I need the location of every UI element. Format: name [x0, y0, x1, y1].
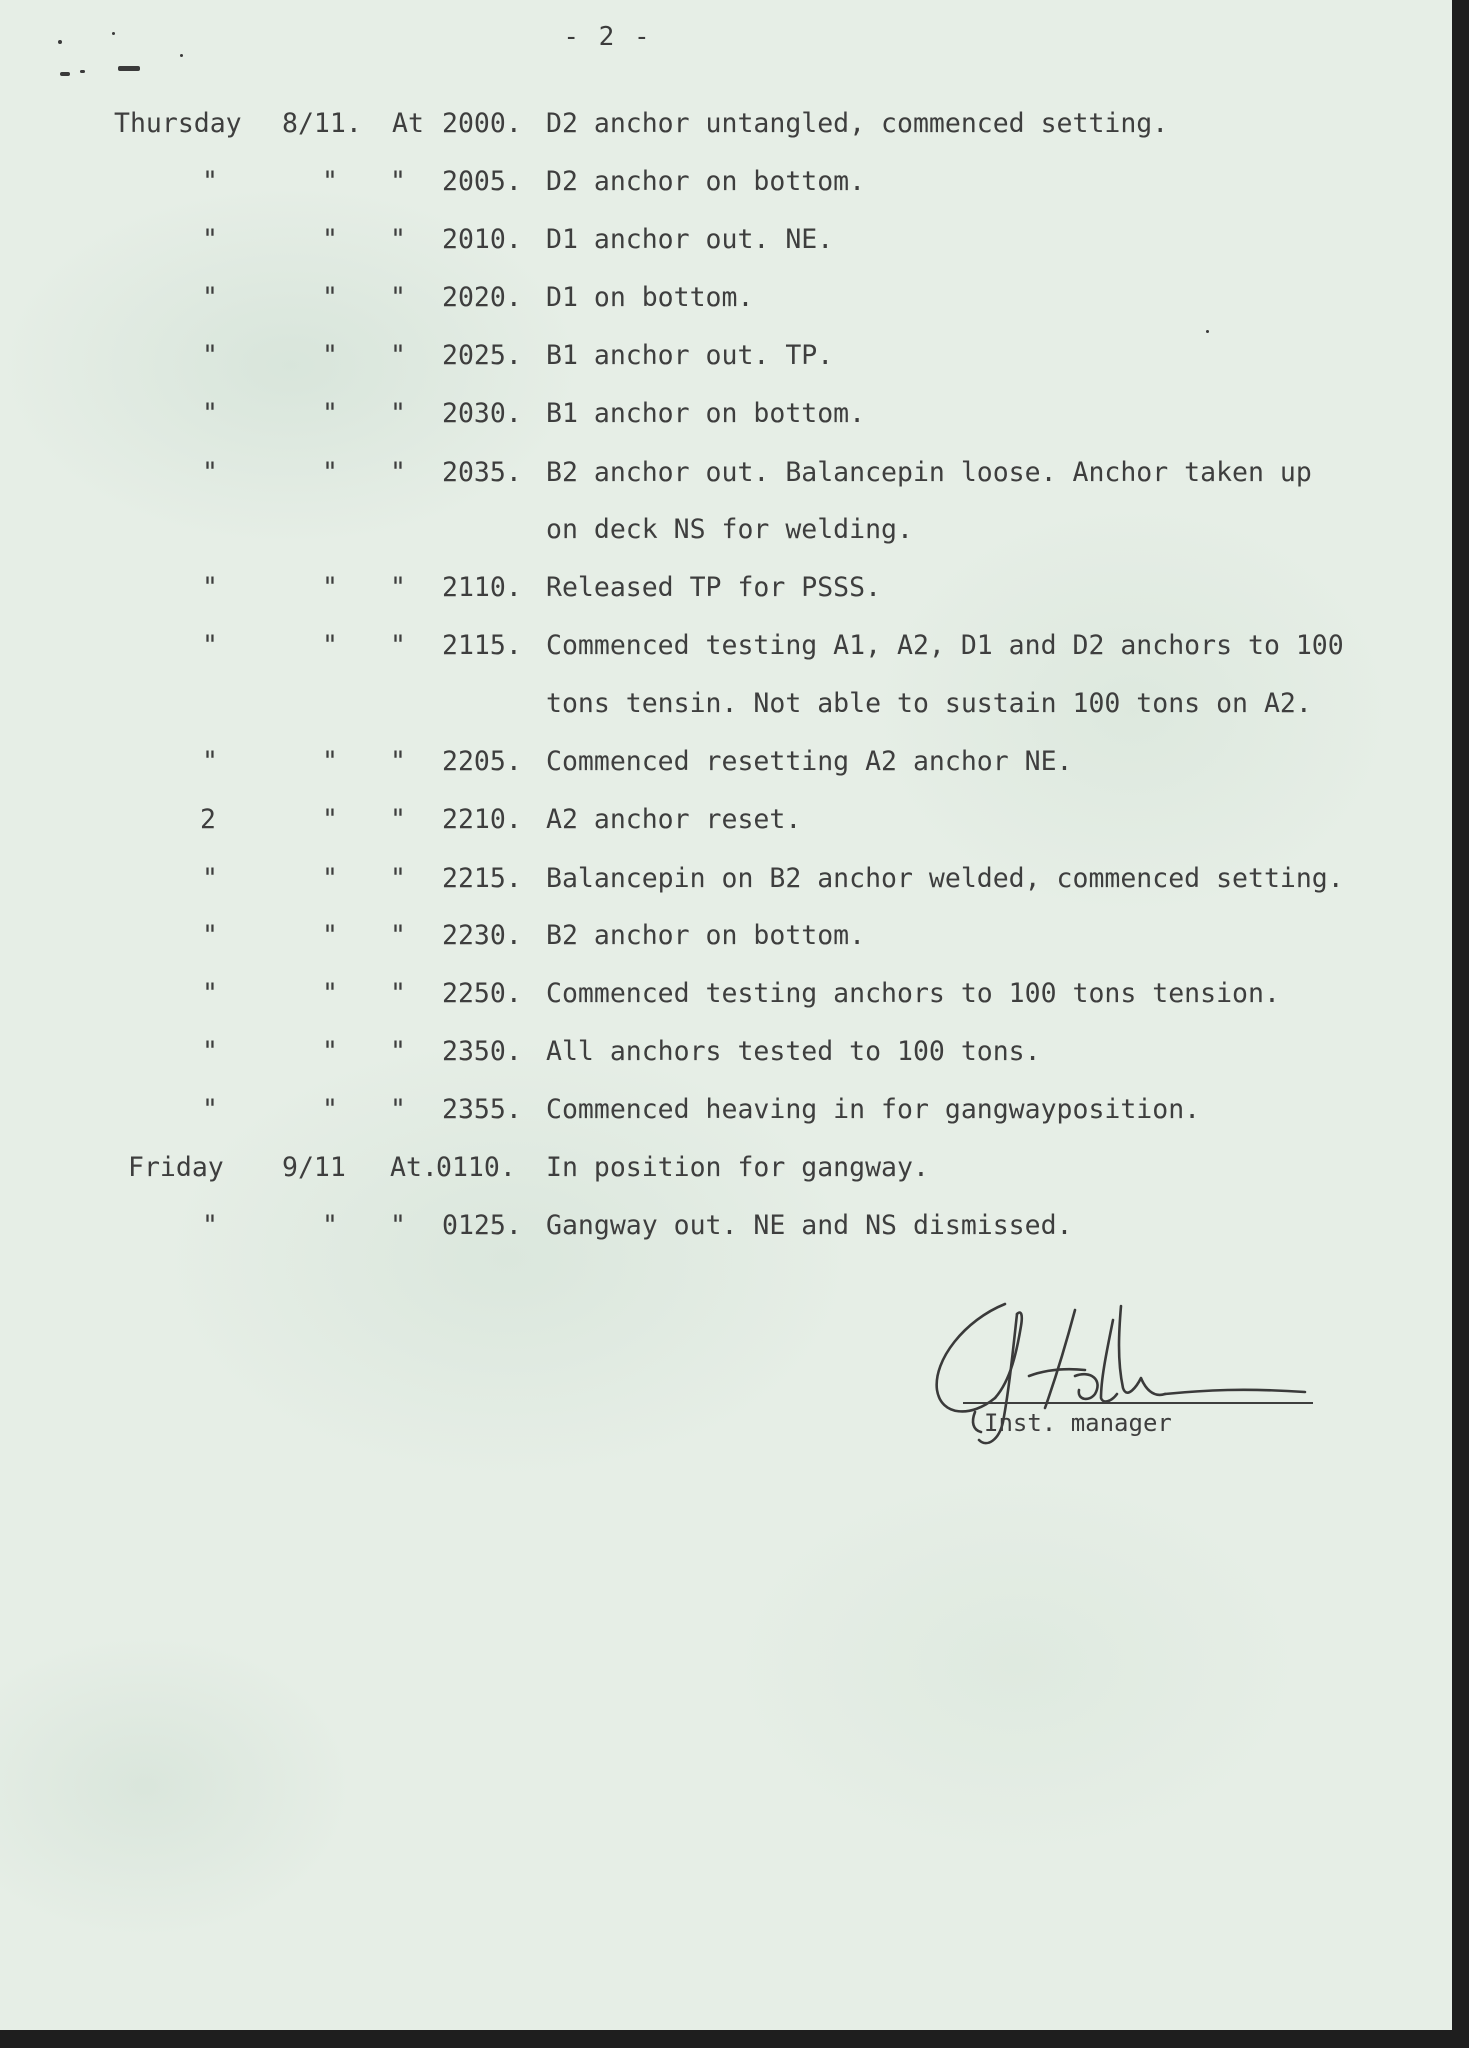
entry-continuation: on deck NS for welding.: [546, 514, 913, 545]
log-entry: [114, 338, 1414, 374]
entry-date: ": [322, 282, 338, 313]
entry-at: ": [390, 978, 406, 1009]
entry-time: 2250.: [442, 978, 522, 1009]
entry-time: 2020.: [442, 282, 522, 313]
log-entry: [114, 628, 1414, 664]
entry-at: ": [390, 282, 406, 313]
entry-text: D2 anchor untangled, commenced setting.: [546, 108, 1169, 139]
entry-time: 2005.: [442, 166, 522, 197]
entry-text: D1 anchor out. NE.: [546, 224, 834, 255]
entry-time: 2030.: [442, 398, 522, 429]
log-entry: [114, 570, 1414, 606]
entry-day: Friday: [128, 1152, 224, 1183]
entry-date: ": [322, 572, 338, 603]
entry-text: B1 anchor out. TP.: [546, 340, 834, 371]
entry-date: ": [322, 746, 338, 777]
entry-day: ": [202, 166, 218, 197]
entry-at: ": [390, 340, 406, 371]
log-entry: [114, 861, 1414, 897]
entry-date: ": [322, 630, 338, 661]
entry-day: ": [202, 978, 218, 1009]
entry-date: ": [322, 1036, 338, 1067]
entry-at: ": [390, 457, 406, 488]
entry-at: At: [392, 108, 424, 139]
log-entry: [114, 280, 1414, 316]
entry-at: ": [390, 572, 406, 603]
entry-time: 2010.: [442, 224, 522, 255]
entry-at: ": [390, 1036, 406, 1067]
log-entry: [114, 918, 1414, 954]
entry-text: B1 anchor on bottom.: [546, 398, 866, 429]
entry-text: B2 anchor on bottom.: [546, 920, 866, 951]
entry-date: ": [322, 398, 338, 429]
log-entry: [114, 744, 1414, 780]
entry-text: All anchors tested to 100 tons.: [546, 1036, 1041, 1067]
entry-at: ": [390, 1094, 406, 1125]
log-entry: [114, 164, 1414, 200]
entry-text: Released TP for PSSS.: [546, 572, 882, 603]
entry-at: ": [390, 746, 406, 777]
entry-day: ": [202, 1210, 218, 1241]
signature-caption: Inst. manager: [984, 1409, 1172, 1437]
log-entry: [114, 976, 1414, 1012]
entry-time: 2230.: [442, 920, 522, 951]
ink-speck: [118, 66, 140, 71]
entry-time: 2025.: [442, 340, 522, 371]
entry-text: Commenced testing A1, A2, D1 and D2 anchors to 100: [546, 630, 1344, 661]
entry-day: ": [202, 1036, 218, 1067]
entry-day: 2: [200, 804, 216, 835]
entry-date: ": [322, 1210, 338, 1241]
entry-day: ": [202, 863, 218, 894]
entry-date: ": [322, 804, 338, 835]
entry-at: ": [390, 920, 406, 951]
log-entry: [114, 106, 1414, 142]
log-entry: [114, 455, 1414, 491]
entry-at: ": [390, 1210, 406, 1241]
entry-at: ": [390, 398, 406, 429]
entry-date: ": [322, 920, 338, 951]
log-entry: [114, 222, 1414, 258]
entry-text: D1 on bottom.: [546, 282, 754, 313]
entry-text: Balancepin on B2 anchor welded, commenced setting.: [546, 863, 1344, 894]
entry-time: 2205.: [442, 746, 522, 777]
entry-day: ": [202, 920, 218, 951]
entry-time: 2035.: [442, 457, 522, 488]
ink-speck: [60, 72, 70, 76]
log-entry: [114, 1034, 1414, 1070]
entry-at: At.: [390, 1152, 438, 1183]
entry-date: ": [322, 863, 338, 894]
entry-time: 0110.: [436, 1152, 516, 1183]
entry-date: 8/11.: [282, 108, 362, 139]
entry-time: 0125.: [442, 1210, 522, 1241]
entry-day: Thursday: [114, 108, 242, 139]
entry-day: ": [202, 224, 218, 255]
log-entry: [114, 396, 1414, 432]
entry-date: ": [322, 224, 338, 255]
entry-day: ": [202, 282, 218, 313]
entry-text: B2 anchor out. Balancepin loose. Anchor taken up: [546, 457, 1312, 488]
entry-time: 2355.: [442, 1094, 522, 1125]
entry-text: Commenced resetting A2 anchor NE.: [546, 746, 1073, 777]
entry-day: ": [202, 630, 218, 661]
log-entry: [114, 1150, 1414, 1186]
entry-time: 2110.: [442, 572, 522, 603]
entry-text: Commenced testing anchors to 100 tons tension.: [546, 978, 1280, 1009]
entry-date: 9/11: [282, 1152, 346, 1183]
entry-text: In position for gangway.: [546, 1152, 929, 1183]
entry-text: D2 anchor on bottom.: [546, 166, 866, 197]
entry-continuation: tons tensin. Not able to sustain 100 tons on A2.: [546, 688, 1312, 719]
entry-time: 2210.: [442, 804, 522, 835]
ink-speck: [180, 54, 183, 57]
entry-at: ": [390, 166, 406, 197]
entry-at: ": [390, 863, 406, 894]
ink-speck: [1206, 330, 1209, 333]
entry-time: 2215.: [442, 863, 522, 894]
entry-day: ": [202, 572, 218, 603]
log-entry: [114, 802, 1414, 838]
entry-time: 2350.: [442, 1036, 522, 1067]
page-number: - 2 -: [563, 22, 652, 52]
log-entry: [114, 1092, 1414, 1128]
ink-speck: [80, 70, 85, 73]
entry-day: ": [202, 1094, 218, 1125]
entry-day: ": [202, 398, 218, 429]
entry-date: ": [322, 1094, 338, 1125]
entry-date: ": [322, 457, 338, 488]
entry-date: ": [322, 340, 338, 371]
entry-day: ": [202, 746, 218, 777]
entry-text: Gangway out. NE and NS dismissed.: [546, 1210, 1073, 1241]
entry-time: 2000.: [442, 108, 522, 139]
entry-text: A2 anchor reset.: [546, 804, 802, 835]
entry-at: ": [390, 630, 406, 661]
signature-line: [963, 1402, 1313, 1404]
entry-date: ": [322, 978, 338, 1009]
entry-text: Commenced heaving in for gangwayposition.: [546, 1094, 1201, 1125]
entry-day: ": [202, 340, 218, 371]
entry-day: ": [202, 457, 218, 488]
entry-date: ": [322, 166, 338, 197]
entry-at: ": [390, 224, 406, 255]
entry-time: 2115.: [442, 630, 522, 661]
entry-at: ": [390, 804, 406, 835]
log-entry: [114, 1208, 1414, 1244]
